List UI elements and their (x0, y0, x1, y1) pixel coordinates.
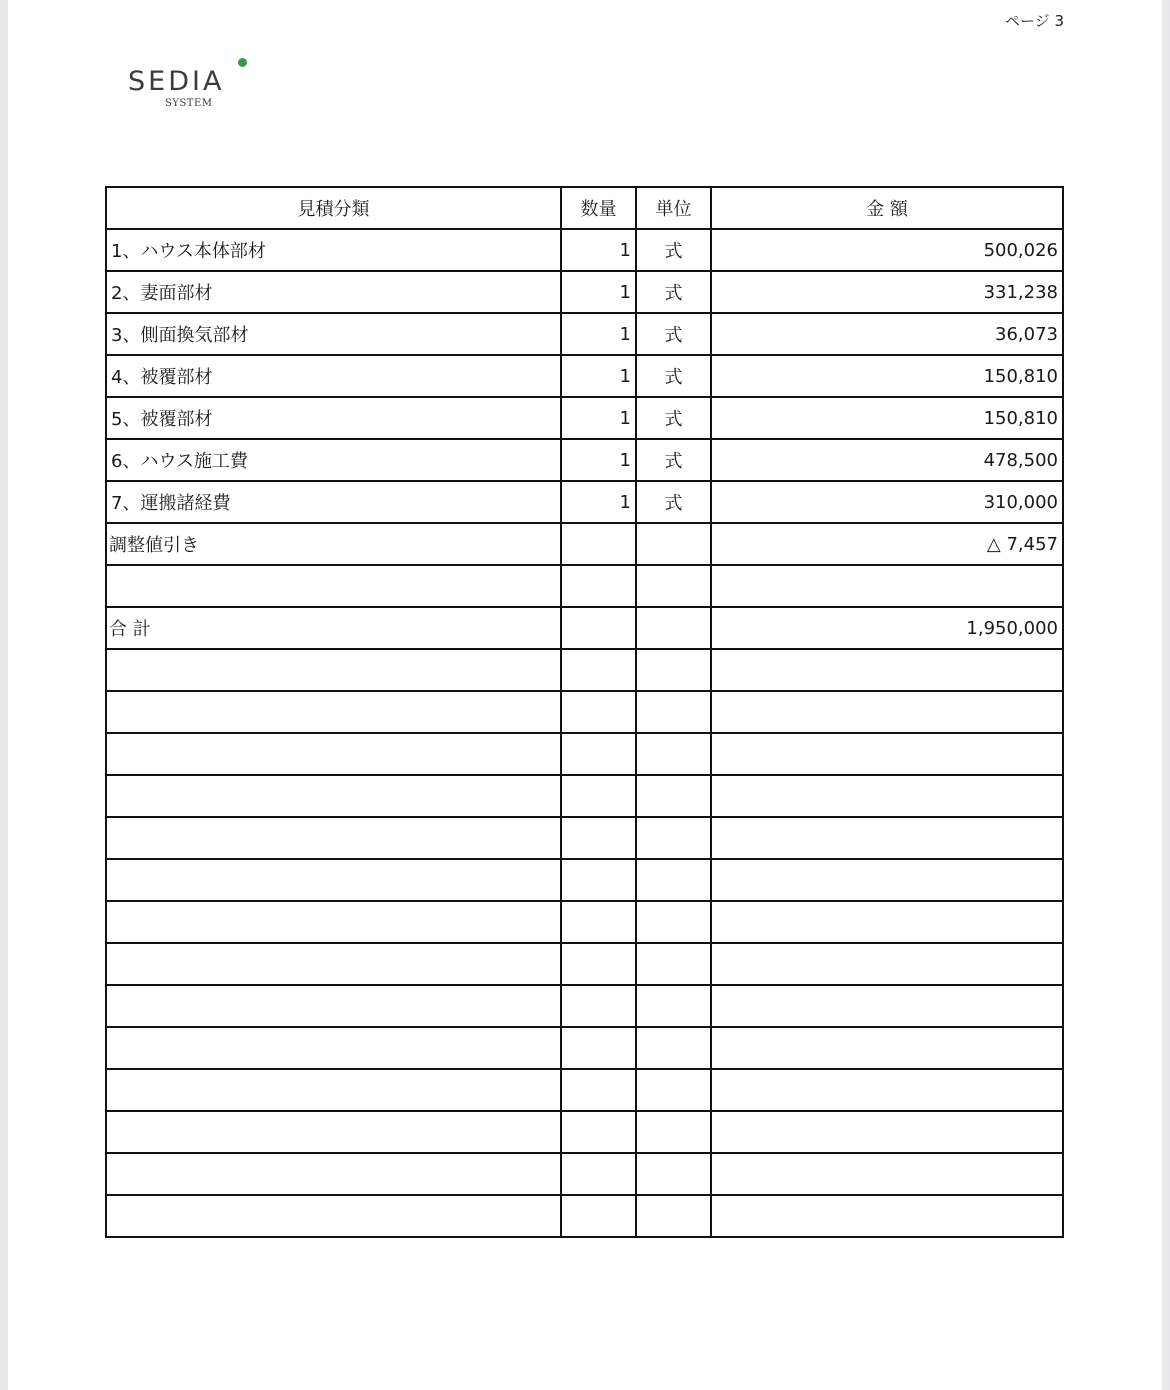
cell-category (106, 859, 561, 901)
table-row (106, 271, 1063, 313)
cell-amount (711, 1111, 1063, 1153)
cell-amount: 310,000 (711, 481, 1063, 523)
table-row (106, 1153, 1063, 1195)
cell-unit: 式 (636, 481, 711, 523)
cell-amount (711, 691, 1063, 733)
cell-quantity: 1 (561, 397, 636, 439)
cell-unit (636, 649, 711, 691)
header-amount: 金 額 (711, 187, 1063, 229)
table-row (106, 607, 1063, 649)
cell-amount (711, 649, 1063, 691)
cell-amount (711, 817, 1063, 859)
cell-category: 6、ハウス施工費 (106, 439, 561, 481)
cell-unit (636, 859, 711, 901)
cell-quantity (561, 1153, 636, 1195)
cell-unit (636, 691, 711, 733)
cell-amount: 331,238 (711, 271, 1063, 313)
cell-quantity: 1 (561, 313, 636, 355)
cell-unit: 式 (636, 355, 711, 397)
cell-category (106, 1153, 561, 1195)
cell-unit (636, 817, 711, 859)
table-header-row (106, 187, 1063, 229)
cell-quantity: 1 (561, 439, 636, 481)
cell-quantity (561, 943, 636, 985)
cell-quantity: 1 (561, 229, 636, 271)
table-row (106, 1069, 1063, 1111)
table-row (106, 985, 1063, 1027)
cell-category: 3、側面換気部材 (106, 313, 561, 355)
table-row (106, 481, 1063, 523)
cell-quantity (561, 859, 636, 901)
cell-amount: △ 7,457 (711, 523, 1063, 565)
cell-unit: 式 (636, 397, 711, 439)
cell-quantity (561, 523, 636, 565)
cell-unit (636, 775, 711, 817)
table-row (106, 523, 1063, 565)
cell-quantity (561, 733, 636, 775)
cell-amount (711, 775, 1063, 817)
cell-category: 2、妻面部材 (106, 271, 561, 313)
cell-unit (636, 943, 711, 985)
cell-unit (636, 1153, 711, 1195)
cell-category (106, 733, 561, 775)
cell-amount (711, 943, 1063, 985)
cell-unit (636, 565, 711, 607)
cell-unit (636, 985, 711, 1027)
cell-quantity: 1 (561, 355, 636, 397)
cell-category (106, 691, 561, 733)
page-number: ページ 3 (1004, 12, 1064, 30)
cell-amount (711, 901, 1063, 943)
cell-quantity (561, 1195, 636, 1237)
cell-amount (711, 733, 1063, 775)
cell-unit: 式 (636, 439, 711, 481)
header-category: 見積分類 (106, 187, 561, 229)
table-row (106, 355, 1063, 397)
cell-amount: 150,810 (711, 355, 1063, 397)
table-row (106, 313, 1063, 355)
cell-unit (636, 733, 711, 775)
cell-quantity (561, 1111, 636, 1153)
cell-amount (711, 985, 1063, 1027)
logo-dot-icon (238, 58, 247, 67)
cell-amount (711, 1027, 1063, 1069)
cell-unit (636, 607, 711, 649)
table-row (106, 565, 1063, 607)
cell-quantity: 1 (561, 481, 636, 523)
cell-quantity (561, 565, 636, 607)
table-row (106, 859, 1063, 901)
estimate-table (105, 186, 1064, 1238)
cell-category (106, 901, 561, 943)
cell-category (106, 1195, 561, 1237)
table-row (106, 901, 1063, 943)
cell-amount: 150,810 (711, 397, 1063, 439)
cell-unit: 式 (636, 313, 711, 355)
cell-category (106, 817, 561, 859)
cell-category: 7、運搬諸経費 (106, 481, 561, 523)
table-row (106, 1111, 1063, 1153)
cell-unit: 式 (636, 229, 711, 271)
cell-quantity (561, 775, 636, 817)
cell-amount (711, 1069, 1063, 1111)
cell-quantity (561, 817, 636, 859)
table-row (106, 1195, 1063, 1237)
cell-category (106, 649, 561, 691)
cell-amount: 478,500 (711, 439, 1063, 481)
cell-category (106, 565, 561, 607)
logo-wordmark: SEDIA (128, 66, 225, 97)
company-logo (128, 58, 258, 118)
cell-unit (636, 1111, 711, 1153)
cell-category: 4、被覆部材 (106, 355, 561, 397)
cell-category (106, 1069, 561, 1111)
cell-quantity (561, 1027, 636, 1069)
cell-amount (711, 1195, 1063, 1237)
table-row (106, 691, 1063, 733)
cell-amount: 36,073 (711, 313, 1063, 355)
table-row (106, 649, 1063, 691)
cell-category (106, 943, 561, 985)
cell-unit (636, 523, 711, 565)
cell-category: 1、ハウス本体部材 (106, 229, 561, 271)
cell-category (106, 985, 561, 1027)
cell-quantity (561, 1069, 636, 1111)
table-row (106, 943, 1063, 985)
table-row (106, 1027, 1063, 1069)
cell-category (106, 1027, 561, 1069)
cell-amount (711, 1153, 1063, 1195)
cell-quantity (561, 901, 636, 943)
logo-subtitle: SYSTEM (165, 98, 213, 109)
cell-quantity (561, 985, 636, 1027)
cell-amount (711, 859, 1063, 901)
header-quantity: 数量 (561, 187, 636, 229)
cell-unit (636, 1069, 711, 1111)
cell-category: 合 計 (106, 607, 561, 649)
cell-category: 5、被覆部材 (106, 397, 561, 439)
estimate-table-body (106, 229, 1063, 1237)
cell-quantity (561, 607, 636, 649)
cell-amount: 1,950,000 (711, 607, 1063, 649)
cell-unit (636, 901, 711, 943)
cell-amount (711, 565, 1063, 607)
table-row (106, 733, 1063, 775)
table-row (106, 817, 1063, 859)
table-row (106, 439, 1063, 481)
cell-unit (636, 1027, 711, 1069)
cell-quantity (561, 691, 636, 733)
table-row (106, 775, 1063, 817)
table-row (106, 397, 1063, 439)
header-unit: 単位 (636, 187, 711, 229)
cell-category (106, 1111, 561, 1153)
cell-category: 調整値引き (106, 523, 561, 565)
table-row (106, 229, 1063, 271)
cell-category (106, 775, 561, 817)
cell-unit (636, 1195, 711, 1237)
cell-quantity: 1 (561, 271, 636, 313)
cell-quantity (561, 649, 636, 691)
document-page (8, 0, 1162, 1390)
cell-unit: 式 (636, 271, 711, 313)
cell-amount: 500,026 (711, 229, 1063, 271)
